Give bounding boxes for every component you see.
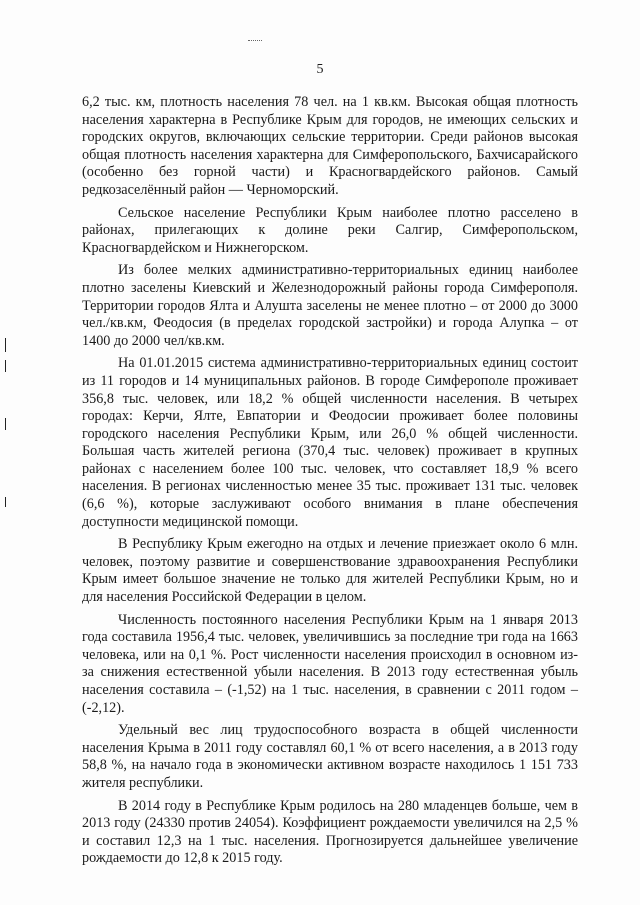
- paragraph: Из более мелких административно-территориальных единиц наиболее плотно заселены Киевский и Железнодорожный районы города Симферополя. Территории городов Ялта и Алушта заселены не менее плотно – от 2000 до 3000 чел./кв.км, Феодосия (в пределах городской застройки) и города Алупка – от 1400 до 2000 чел/кв.км.: [82, 262, 578, 349]
- paragraph: В 2014 году в Республике Крым родилось на 280 младенцев больше, чем в 2013 году (24330 против 24054). Коэффициент рождаемости увеличился на 2,5 % и составил 12,3 на 1 тыс. населения. Прогнозируется дальнейшее увеличение рождаемости до 12,8 к 2015 году.: [82, 797, 578, 867]
- margin-line: [5, 360, 6, 372]
- paragraph: Численность постоянного населения Республики Крым на 1 января 2013 года составила 1956,4 тыс. человек, увеличившись за последние три года на 1663 человека, или на 0,1 %. Рост численности населения происходил в основном из-за снижения естественной убыли населения. В 2013 году естественная убыль населения составила – (-1,52) на 1 тыс. населения, в сравнении с 2011 годом – (-2,12).: [82, 611, 578, 716]
- paragraph: Удельный вес лиц трудоспособного возраста в общей численности населения Крыма в 2011 году составлял 60,1 % от всего населения, а в 2013 году 58,8 %, на начало года в экономически активном возрасте находилось 1 151 733 жителя республики.: [82, 722, 578, 791]
- page-number: 5: [316, 62, 324, 77]
- margin-line: [5, 418, 6, 430]
- margin-line: [5, 338, 6, 352]
- paragraph: 6,2 тыс. км, плотность населения 78 чел. на 1 кв.км. Высокая общая плотность населения характерна в Республике Крым для городов, не имеющих сельских и городских округов, включающих сельские территории. Среди районов высокая общая плотность населения характерна для Симферопольского, Бахчисарайского (особенно без горной части) и Красногвардейского районов. Самый редкозаселённый район — Черноморский.: [82, 94, 578, 198]
- paragraph: Сельское население Республики Крым наиболее плотно расселено в районах, прилегающих к долине реки Салгир, Симферопольском, Красногвардейском и Нижнегорском.: [82, 204, 578, 256]
- document-body: [82, 94, 578, 873]
- paragraph: В Республику Крым ежегодно на отдых и лечение приезжает около 6 млн. человек, поэтому развитие и совершенствование здравоохранения Республики Крым имеет большое значение не только для жителей Республики Крым, но и для населения Российской Федерации в целом.: [82, 536, 578, 606]
- paragraph: На 01.01.2015 система административно-территориальных единиц состоит из 11 городов и 14 муниципальных районов. В городе Симферополе проживает 356,8 тыс. человек, или 18,2 % общей численности населения. В четырех городах: Керчи, Ялте, Евпатории и Феодосии проживает более половины городского населения Республики Крым, или 26,0 % общей численности. Большая часть жителей региона (370,4 тыс. человек) проживает в крупных районах с населением более 100 тыс. человек, что составляет 18,9 % всего населения. В регионах численностью менее 35 тыс. проживает 131 тыс. человек (6,6 %), которые заслуживают особого внимания в плане обеспечения доступности медицинской помощи.: [82, 355, 578, 530]
- scan-artifact: [248, 40, 262, 44]
- margin-line: [5, 497, 6, 507]
